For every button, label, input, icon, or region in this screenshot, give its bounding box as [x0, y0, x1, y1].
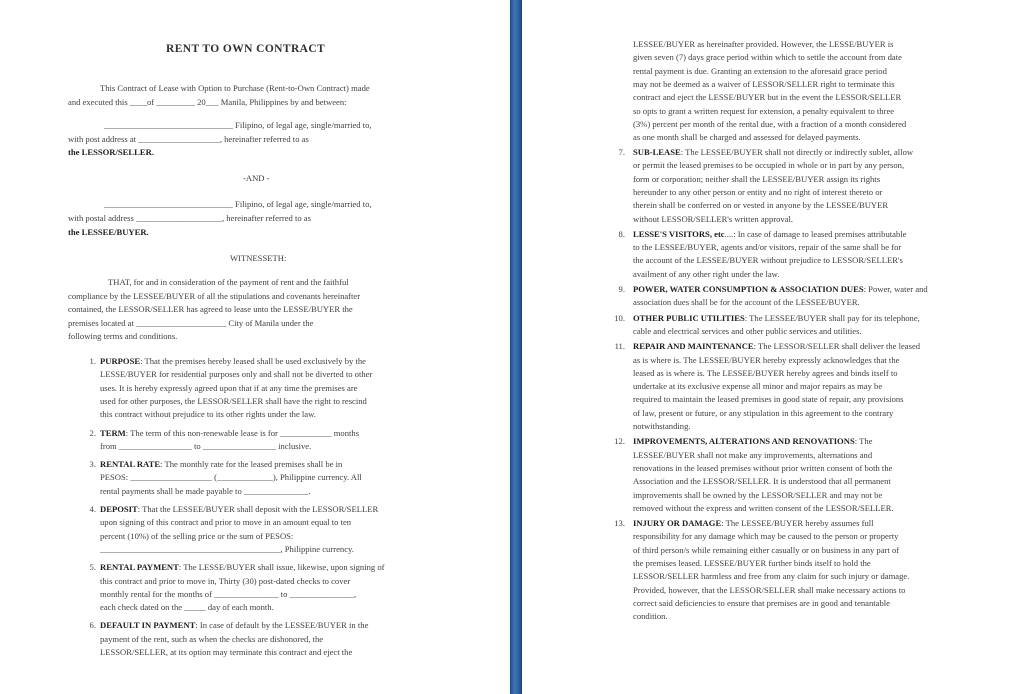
right-clause-number: 8.: [618, 228, 625, 239]
right-clause-line: removed without the express and written consent of the LESSOR/SELLER.: [633, 502, 894, 513]
right-clause-line: Association and the LESSOR/SELLER. It is understood that all permanent: [633, 476, 891, 487]
continuation-line: (3%) percent per month of the rental due, with a fraction of a month considered: [633, 118, 907, 129]
right-clause-line: [633, 435, 872, 448]
right-clause-line: undertake at its exclusive expense all minor and major repairs as may be: [633, 381, 883, 392]
right-clause-line: hereunder to any other person or entity and no right of interest thereto or: [633, 186, 883, 197]
clause-text: : The LESSOR/SELLER shall deliver the leased: [753, 341, 921, 352]
intro-line: This Contract of Lease with Option to Purchase (Rent-to-Own Contract) made: [100, 83, 370, 93]
right-clause-line: [633, 312, 920, 325]
clause-heading: IMPROVEMENTS, ALTERATIONS AND RENOVATIONS: [633, 436, 855, 447]
left-page: [0, 0, 510, 694]
right-clause-number: 9.: [618, 284, 625, 294]
clause-text: : The: [854, 436, 873, 447]
right-clause-line: of law, present or future, or any stipulation in this agreement to the contrary: [633, 407, 894, 418]
party2-line: with postal address ____________________, hereinafter referred to as: [68, 213, 311, 223]
right-clause-line: leased as is where is. The LESSEE/BUYER hereby agrees and binds itself to: [633, 367, 898, 378]
clause-heading: TERM: [100, 427, 126, 438]
right-clause-line: the account of the LESSEE/BUYER without prejudice to LESSOR/SELLER's: [633, 255, 903, 266]
clause-heading: SUB-LEASE: [633, 147, 681, 157]
right-clause-line: LESSOR/SELLER harmless and free from any claim for such injury or damage.: [633, 571, 910, 582]
left-clause-line: rental payments shall be made payable to _______________.: [100, 485, 311, 496]
left-clause-line: LESSE/BUYER for residential purposes only and shall not be diverted to other: [100, 369, 373, 380]
left-clause-line: [100, 619, 368, 632]
continuation-line: so opts to grant a written request for extension, a penalty equivalent to three: [633, 105, 895, 116]
page-divider: [510, 0, 522, 694]
right-clause-line: improvements shall be owned by the LESSOR/SELLER and may not be: [633, 489, 883, 500]
preamble-line: following terms and conditions.: [68, 331, 178, 341]
clause-text: : That the premises hereby leased shall be used exclusively by the: [140, 356, 366, 366]
right-clause-line: responsibility for any damage which may be caused to the person or property: [633, 531, 899, 542]
clause-text: ....: In case of damage to leased premises attributable: [724, 228, 907, 239]
right-clause-number: 13.: [614, 518, 625, 529]
left-clause-line: each check dated on the _____ day of each month.: [100, 602, 274, 613]
witnesseth-heading: WITNESSETH:: [230, 253, 287, 263]
clause-heading: RENTAL RATE: [100, 459, 161, 470]
left-clause-line: upon signing of this contract and prior to move in an amount equal to ten: [100, 517, 352, 528]
left-clause-number: 6.: [89, 620, 96, 631]
right-clause-line: correct said deficiencies to ensure that premises are in good and tenantable: [633, 597, 890, 608]
clause-heading: LESSE'S VISITORS, etc: [633, 228, 725, 239]
right-clause-line: as is where is. The LESSEE/BUYER hereby expressly acknowledges that the: [633, 354, 900, 365]
right-clause-number: 10.: [614, 312, 625, 323]
clause-heading: REPAIR AND MAINTENANCE: [633, 341, 754, 352]
right-clause-line: or permit the leased premises to be occupied in whole or in part by any person,: [633, 160, 905, 171]
right-clause-line: [633, 228, 906, 241]
left-clause-number: 5.: [89, 562, 96, 573]
document-title: RENT TO OWN CONTRACT: [166, 43, 326, 55]
preamble-line: contained, the LESSOR/SELLER has agreed to lease unto the LESSE/BUYER the: [68, 304, 353, 314]
clause-heading: RENTAL PAYMENT: [100, 562, 179, 573]
clause-text: : The LESSEE/BUYER shall not directly or indirectly sublet, allow: [680, 147, 914, 157]
left-clause-line: this contract and prior to move in, Thirty (30) post-dated checks to cover: [100, 575, 351, 586]
clause-text: : The LESSE/BUYER shall issue, likewise, upon signing of: [178, 562, 385, 573]
left-clause-number: 2.: [89, 427, 96, 438]
clause-text: : The term of this non-renewable lease is for ____________ months: [125, 427, 360, 438]
right-clause-line: Provided, however, that the LESSOR/SELLER shall make necessary actions to: [633, 584, 906, 595]
right-clause-line: [633, 517, 874, 530]
party2-line: ______________________________ Filipino, of legal age, single/married to,: [104, 199, 372, 209]
left-clause-line: percent (10%) of the selling price or the sum of PESOS:: [100, 530, 294, 541]
right-clause-line: of third person/s while remaining either casually or on business in any part of: [633, 544, 900, 555]
preamble-line: compliance by the LESSEE/BUYER of all the stipulations and covenants hereinafter: [68, 290, 361, 301]
clause-text: : That the LESSEE/BUYER shall deposit with the LESSOR/SELLER: [137, 504, 379, 514]
right-clause-line: without LESSOR/SELLER's written approval.: [633, 213, 794, 224]
party1-line: the LESSOR/SELLER.: [68, 147, 154, 157]
left-clause-line: __________________________________________, Philippine currency.: [100, 543, 354, 554]
right-clause-line: the premises leased. LESSEE/BUYER further binds itself to hold the: [633, 558, 871, 568]
right-clause-line: [633, 283, 928, 296]
left-clause-number: 1.: [89, 356, 96, 366]
clause-text: : The LESSEE/BUYER shall pay for its telephone,: [744, 312, 920, 323]
clause-heading: DEFAULT IN PAYMENT: [100, 620, 196, 631]
continuation-line: as one month shall be charged and assessed for delayed payments.: [633, 132, 861, 143]
clause-text: : The LESSEE/BUYER hereby assumes full: [721, 518, 874, 529]
left-clause-line: LESSOR/SELLER, at its option may terminate this contract and eject the: [100, 647, 353, 657]
left-clause-line: monthly rental for the months of _______________ to _______________,: [100, 588, 357, 599]
left-clause-line: [100, 458, 342, 471]
right-clause-line: form or corporation; neither shall the LESSEE/BUYER assign its rights: [633, 173, 881, 184]
left-clause-number: 4.: [89, 504, 96, 514]
right-clause-line: availment of any other right under the law.: [633, 268, 780, 279]
left-clause-line: payment of the rent, such as when the checks are dishonored, the: [100, 633, 324, 644]
clause-text: : Power, water and: [863, 284, 928, 294]
left-clause-line: uses. It is hereby expressly agreed upon that if at any time the premises are: [100, 382, 358, 393]
clause-heading: OTHER PUBLIC UTILITIES: [633, 312, 745, 323]
preamble-line: premises located at _____________________ City of Manila under the: [68, 317, 314, 328]
right-clause-line: therein shall be conferred on or vested in anyone by the LESSEE/BUYER: [633, 200, 889, 211]
right-clause-line: association dues shall be for the account of the LESSEE/BUYER.: [633, 297, 860, 308]
right-clause-number: 7.: [618, 147, 625, 157]
party1-line: with post address at ___________________, hereinafter referred to as: [68, 133, 309, 144]
right-clause-line: condition.: [633, 611, 668, 622]
continuation-line: may not be deemed as a waiver of LESSOR/SELLER right to terminate this: [633, 78, 895, 89]
right-clause-line: [633, 146, 913, 159]
and-label: -AND -: [243, 173, 270, 183]
right-clause-line: cable and electrical services and other public services and utilities.: [633, 325, 862, 336]
right-clause-number: 11.: [614, 341, 625, 352]
right-clause-line: notwithstanding.: [633, 421, 691, 431]
clause-heading: POWER, WATER CONSUMPTION & ASSOCIATION DUES: [633, 284, 864, 294]
left-clause-line: PESOS: ___________________ (_____________), Philippine currency. All: [100, 472, 362, 483]
continuation-line: rental payment is due. Granting an extension to the aforesaid grace period: [633, 65, 887, 76]
clause-heading: PURPOSE: [100, 356, 141, 366]
clause-text: : The monthly rate for the leased premises shall be in: [160, 459, 343, 470]
left-clause-line: from _________________ to _________________ inclusive.: [100, 440, 312, 451]
party2-line: the LESSEE/BUYER.: [68, 227, 149, 237]
right-clause-line: to the LESSEE/BUYER, agents and/or visitors, repair of the same shall be for: [633, 242, 902, 253]
continuation-line: LESSEE/BUYER as hereinafter provided. However, the LESSE/BUYER is: [633, 39, 894, 49]
left-clause-number: 3.: [89, 459, 96, 470]
clause-heading: DEPOSIT: [100, 504, 138, 514]
right-page: [522, 0, 1024, 694]
right-clause-line: required to maintain the leased premises in good state of repair, any provisions: [633, 394, 904, 405]
left-clause-line: used for other purposes, the LESSOR/SELLER shall have the right to rescind: [100, 395, 367, 406]
left-clause-line: this contract without prejudice to its other rights under the law.: [100, 409, 316, 420]
left-clause-line: [100, 503, 378, 516]
clause-heading: INJURY OR DAMAGE: [633, 518, 722, 529]
right-clause-line: LESSEE/BUYER shall not make any improvements, alternations and: [633, 449, 873, 460]
left-clause-line: [100, 427, 359, 440]
right-clause-line: [633, 340, 920, 353]
right-clause-number: 12.: [614, 436, 625, 447]
continuation-line: contract and eject the LESSE/BUYER but in the event the LESSOR/SELLER: [633, 92, 902, 103]
left-clause-line: [100, 355, 366, 368]
continuation-line: given seven (7) days grace period within which to settle the account from date: [633, 52, 902, 63]
clause-text: : In case of default by the LESSEE/BUYER in the: [195, 620, 369, 631]
right-clause-line: renovations in the leased premises without prior written consent of both the: [633, 462, 893, 473]
party1-line: ______________________________ Filipino, of legal age, single/married to,: [104, 120, 372, 130]
left-clause-line: [100, 561, 384, 574]
intro-line: and executed this ____of _________ 20___ Manila, Philippines by and between:: [68, 97, 347, 107]
preamble-line: THAT, for and in consideration of the payment of rent and the faithful: [108, 277, 349, 287]
